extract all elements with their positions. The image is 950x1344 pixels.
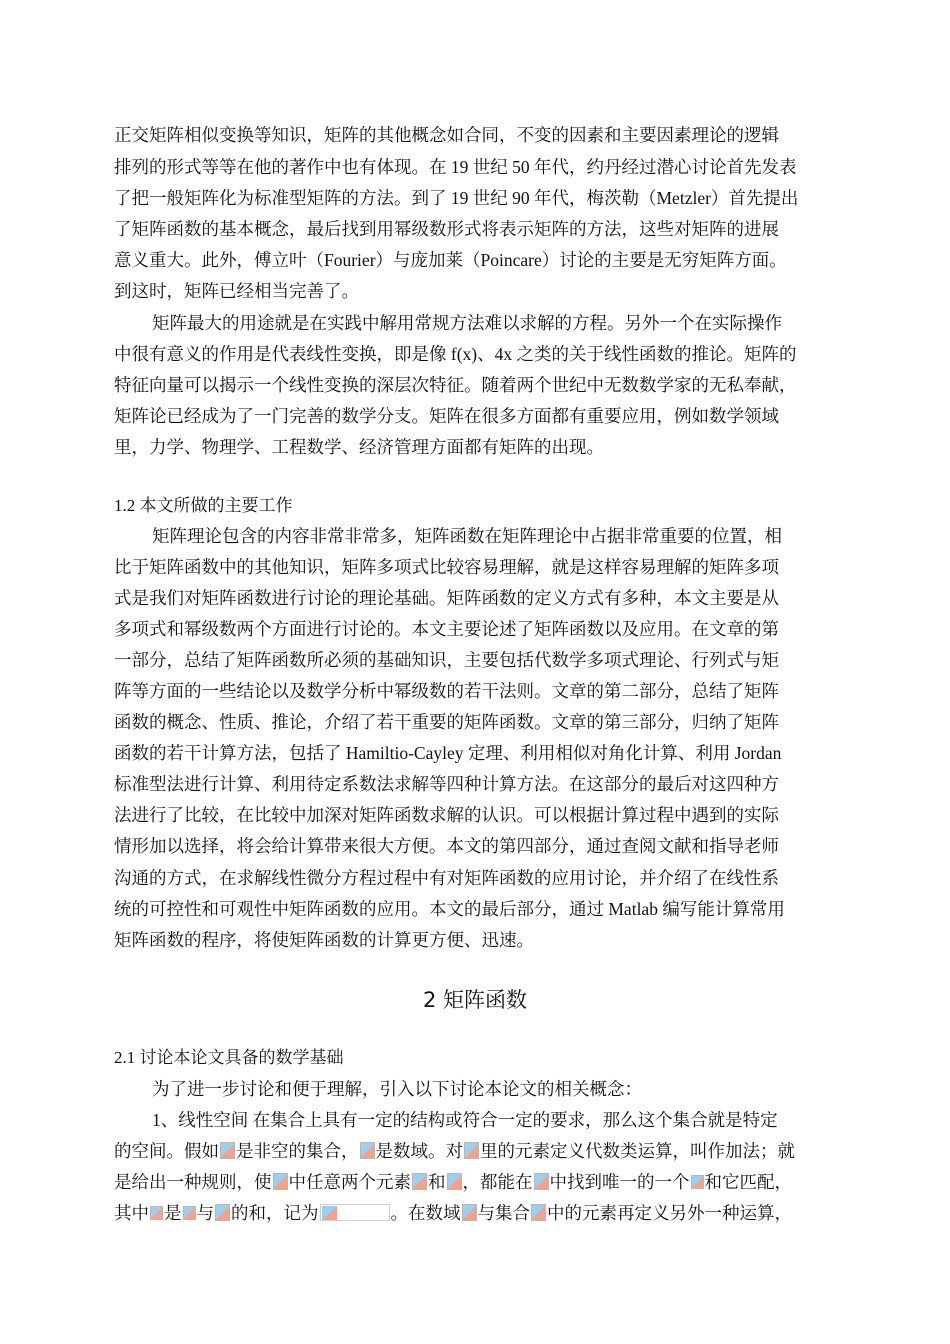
missing-image-icon — [150, 1206, 163, 1220]
text-run: 中找到唯一的一个 — [549, 1172, 690, 1192]
missing-image-icon — [447, 1173, 462, 1190]
paragraph-3-line-13: 统的可控性和可观性中矩阵函数的应用。本文的最后部分，通过 Matlab 编写能计算常用 — [114, 899, 785, 919]
paragraph-3-line-8: 函数的若干计算方法，包括了 Hamiltio-Cayley 定理、利用相似对角化计算、利用 Jordan — [114, 743, 782, 763]
paragraph-2-line-3: 特征向量可以揭示一个线性变换的深层次特征。随着两个世纪中无数数学家的无私奉献， — [114, 375, 797, 395]
text-run: 的空间。假如 — [114, 1141, 219, 1161]
paragraph-2-line-4: 矩阵论已经成为了一门完善的数学分支。矩阵在很多方面都有重要应用，例如数学领域 — [114, 406, 779, 426]
missing-image-icon — [220, 1142, 235, 1159]
paragraph-3-line-6: 阵等方面的一些结论以及数学分析中幂级数的若干法则。文章的第二部分，总结了矩阵 — [114, 681, 779, 701]
paragraph-3-line-2: 比于矩阵函数中的其他知识，矩阵多项式比较容易理解，就是这样容易理解的矩阵多项 — [114, 557, 779, 577]
paragraph-4: 为了进一步讨论和便于理解，引入以下讨论本论文的相关概念： — [152, 1079, 642, 1099]
paragraph-3-line-9: 标准型法进行计算、利用待定系数法求解等四种计算方法。在这部分的最后对这四种方 — [114, 774, 779, 794]
chapter-title: 2 矩阵函数 — [422, 988, 528, 1012]
paragraph-1-line-2: 排列的形式等等在他的著作中也有体现。在 19 世纪 50 年代，约丹经过潜心讨论首先发表 — [114, 157, 797, 177]
text-run: 其中 — [114, 1203, 149, 1223]
text-run: 是非空的集合， — [236, 1141, 359, 1161]
text-run: 是 — [164, 1203, 182, 1223]
text-run: 的和，记为 — [231, 1203, 319, 1223]
paragraph-5-line-1: 1、线性空间 在集合上具有一定的结构或符合一定的要求，那么这个集合就是特定 — [152, 1110, 778, 1130]
paragraph-2-line-1: 矩阵最大的用途就是在实践中解用常规方法难以求解的方程。另外一个在实际操作 — [152, 313, 782, 333]
paragraph-3-line-14: 矩阵函数的程序，将使矩阵函数的计算更方便、迅速。 — [114, 930, 534, 950]
text-run: 是给出一种规则，使 — [114, 1172, 272, 1192]
paragraph-5-line-2 — [114, 1139, 795, 1163]
text-run: 与 — [196, 1203, 214, 1223]
paragraph-5-line-3 — [114, 1170, 792, 1194]
text-run: 与集合 — [477, 1203, 530, 1223]
paragraph-5-line-4 — [114, 1201, 792, 1225]
section-heading-1-2: 1.2 本文所做的主要工作 — [114, 496, 293, 515]
text-run: 和 — [428, 1172, 446, 1192]
missing-image-icon — [464, 1142, 479, 1159]
paragraph-3-line-7: 函数的概念、性质、推论，介绍了若干重要的矩阵函数。文章的第三部分，归纳了矩阵 — [114, 712, 779, 732]
paragraph-3-line-3: 式是我们对矩阵函数进行讨论的理论基础。矩阵函数的定义方式有多种，本文主要是从 — [114, 588, 779, 608]
paragraph-3-line-11: 情形加以选择，将会给计算带来很大方便。本文的第四部分，通过查阅文献和指导老师 — [114, 836, 779, 856]
missing-image-icon — [273, 1173, 288, 1190]
text-run: 里的元素定义代数类运算，叫作加法；就 — [480, 1141, 795, 1161]
paragraph-1-line-6: 到这时，矩阵已经相当完善了。 — [114, 281, 359, 301]
paragraph-3-line-4: 多项式和幂级数两个方面进行讨论的。本文主要论述了矩阵函数以及应用。在文章的第 — [114, 619, 779, 639]
section-heading-2-1: 2.1 讨论本论文具备的数学基础 — [114, 1048, 344, 1067]
missing-image-icon — [360, 1142, 375, 1159]
paragraph-1-line-3: 了把一般矩阵化为标准型矩阵的方法。到了 19 世纪 90 年代，梅茨勒（Metzler）首先提出 — [114, 188, 799, 208]
paragraph-2-line-5: 里，力学、物理学、工程数学、经济管理方面都有矩阵的出现。 — [114, 437, 604, 457]
missing-image-icon — [412, 1173, 427, 1190]
paragraph-3-line-1: 矩阵理论包含的内容非常非常多，矩阵函数在矩阵理论中占据非常重要的位置，相 — [152, 526, 782, 546]
missing-image-icon — [183, 1206, 196, 1220]
text-run: 。在数域 — [390, 1203, 461, 1223]
paragraph-1-line-5: 意义重大。此外，傅立叶（Fourier）与庞加莱（Poincare）讨论的主要是无穷矩阵方面。 — [114, 250, 787, 270]
paragraph-3-line-12: 沟通的方式，在求解线性微分方程过程中有对矩阵函数的应用讨论，并介绍了在线性系 — [114, 868, 779, 888]
missing-image-icon — [320, 1204, 390, 1221]
text-run: 中任意两个元素 — [288, 1172, 411, 1192]
paragraph-2-line-2: 中很有意义的作用是代表线性变换，即是像 f(x)、4x 之类的关于线性函数的推论。矩阵的 — [114, 344, 797, 364]
paragraph-3-line-5: 一部分，总结了矩阵函数所必须的基础知识，主要包括代数学多项式理论、行列式与矩 — [114, 650, 779, 670]
paragraph-1-line-4: 了矩阵函数的基本概念，最后找到用幂级数形式将表示矩阵的方法，这些对矩阵的进展 — [114, 219, 779, 239]
missing-image-icon — [215, 1204, 230, 1221]
text-run: ，都能在 — [462, 1172, 533, 1192]
text-run: 是数域。对 — [375, 1141, 463, 1161]
text-run: 中的元素再定义另外一种运算， — [547, 1203, 792, 1223]
missing-image-icon — [534, 1173, 549, 1190]
missing-image-icon — [691, 1175, 704, 1189]
missing-image-icon — [531, 1204, 546, 1221]
paragraph-3-line-10: 法进行了比较，在比较中加深对矩阵函数求解的认识。可以根据计算过程中遇到的实际 — [114, 805, 779, 825]
paragraph-1-line-1: 正交矩阵相似变换等知识，矩阵的其他概念如合同，不变的因素和主要因素理论的逻辑 — [114, 125, 779, 145]
text-run: 和它匹配， — [704, 1172, 792, 1192]
missing-image-icon — [462, 1204, 477, 1221]
